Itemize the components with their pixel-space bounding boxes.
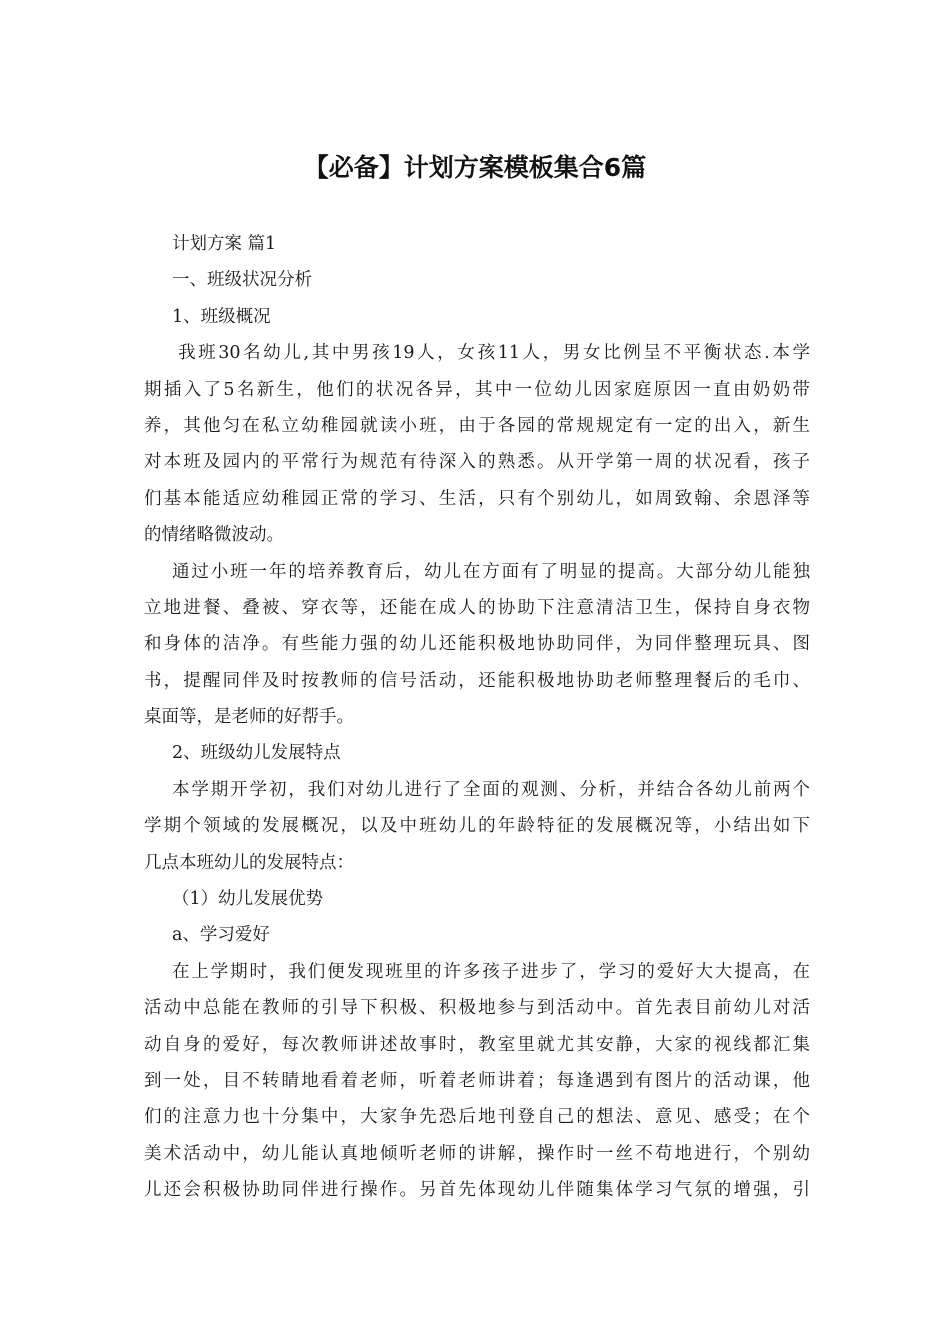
paragraph-line: 的情绪略微波动。 <box>144 525 284 546</box>
paragraph-line: 养，其他匀在私立幼稚园就读小班，由于各园的常规规定有一定的出入，新生 <box>144 415 810 436</box>
paragraph-line: 儿还会积极协助同伴进行操作。另首先体现幼儿伴随集体学习气氛的增强，引 <box>144 1180 810 1201</box>
paragraph-learning-interest <box>144 954 810 1209</box>
paragraph-line: 美术活动中，幼儿能认真地倾听老师的讲解，操作时一丝不苟地进行，个别幼 <box>144 1143 810 1164</box>
paragraph-development <box>144 772 810 881</box>
paragraph-line: 到一处，目不转睛地看着老师，听着老师讲着；每逢遇到有图片的活动课，他 <box>144 1070 810 1091</box>
paragraph-line: 我班30名幼儿,其中男孩19人，女孩11人，男女比例呈不平衡状态.本学 <box>178 343 810 364</box>
subsection-heading: a、学习爱好 <box>172 925 270 946</box>
paragraph-line: 通过小班一年的培养教育后，幼儿在方面有了明显的提高。大部分幼儿能独 <box>172 561 810 582</box>
paragraph-line: 学期个领域的发展概况，以及中班幼儿的年龄特征的发展概况等，小结出如下 <box>144 816 810 837</box>
paragraph-line: 在上学期时，我们便发现班里的许多孩子进步了，学习的爱好大大提高，在 <box>172 961 810 982</box>
section-heading: 一、班级状况分析 <box>172 270 312 291</box>
paragraph-line: 动自身的爱好，每次教师讲述故事时，教室里就尤其安静，大家的视线都汇集 <box>144 1034 810 1055</box>
document-body <box>144 226 810 1209</box>
subsection-heading: 2、班级幼儿发展特点 <box>172 743 341 764</box>
paragraph-class-overview <box>144 335 810 553</box>
paragraph-line: 本学期开学初，我们对幼儿进行了全面的观测、分析，并结合各幼儿前两个 <box>172 779 810 800</box>
subsection-heading: 1、班级概况 <box>172 306 271 327</box>
paragraph-line: 立地进餐、叠被、穿衣等，还能在成人的协助下注意清洁卫生，保持自身衣物 <box>144 597 810 618</box>
subsection-heading: （1）幼儿发展优势 <box>172 889 324 910</box>
paragraph-line: 活动中总能在教师的引导下积极、积极地参与到活动中。首先表目前幼儿对活 <box>144 998 810 1019</box>
paragraph-progress <box>144 554 810 736</box>
document-title: 【必备】计划方案模板集合6篇 <box>303 153 647 182</box>
paragraph-line: 书，提醒同伴及时按教师的信号活动，还能积极地协助老师整理餐后的毛巾、 <box>144 670 810 691</box>
paragraph-line: 期插入了5名新生，他们的状况各异，其中一位幼儿因家庭原因一直由奶奶带 <box>144 379 810 400</box>
paragraph-line: 们基本能适应幼稚园正常的学习、生活，只有个别幼儿，如周致翰、余恩泽等 <box>144 488 810 509</box>
paragraph-line: 对本班及园内的平常行为规范有待深入的熟悉。从开学第一周的状况看，孩子 <box>144 452 810 473</box>
paragraph-line: 们的注意力也十分集中，大家争先恐后地刊登自己的想法、意见、感受；在个 <box>144 1107 810 1128</box>
paragraph-line: 几点本班幼儿的发展特点： <box>144 852 354 873</box>
article-heading: 计划方案 篇1 <box>172 234 277 254</box>
paragraph-line: 和身体的洁净。有些能力强的幼儿还能积极地协助同伴，为同伴整理玩具、图 <box>144 634 810 655</box>
paragraph-line: 桌面等，是老师的好帮手。 <box>144 707 354 728</box>
